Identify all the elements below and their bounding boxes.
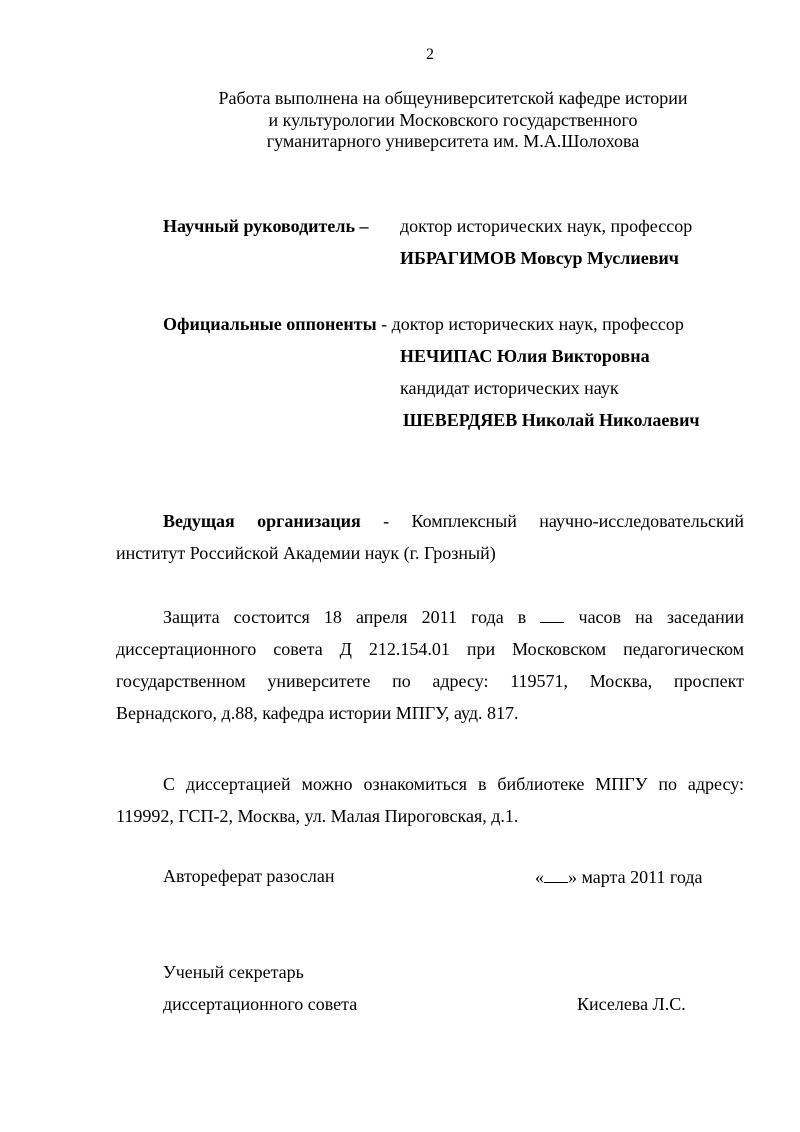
day-blank [544,866,568,883]
defense-paragraph [116,601,744,729]
sent-open-quote: « [535,867,544,887]
opponents-line [163,314,684,335]
sent-label: Автореферат разослан [163,866,335,886]
library-paragraph: С диссертацией можно ознакомиться в библиотеке МПГУ по адресу: 119992, ГСП-2, Москва, ул. Малая Пироговская, д.1. [116,774,744,826]
leading-organization-label: Ведущая организация [163,511,361,531]
secretary-title-line-2: диссертационного совета [163,994,358,1014]
header-line-3: гуманитарного университета им. М.А.Шолохова [266,131,640,151]
header-line-2: и культурологии Московского государственного [268,110,638,130]
opponent-2-degree: кандидат исторических наук [400,378,619,398]
supervisor-degree: доктор исторических наук, профессор [400,216,693,236]
page-number: 2 [426,46,434,63]
sent-date [535,866,703,888]
defense-text-start: Защита состоится 18 апреля 2011 года в [163,607,541,627]
secretary-name: Киселева Л.С. [577,994,686,1014]
opponent-2-name: ШЕВЕРДЯЕВ Николай Николаевич [403,410,700,430]
opponent-1-name: НЕЧИПАС Юлия Викторовна [400,346,650,366]
opponents-label: Официальные оппоненты [163,314,377,334]
leading-organization-paragraph [116,505,744,569]
header-line-1: Работа выполнена на общеуниверситетской кафедре истории [218,88,688,108]
defense-text-end: часов на заседании диссертационного совета Д 212.154.01 при Московском педагогическом государственном университете по адресу: 119571, Москва, проспект Вернадского, д.88, кафедра истории МПГУ, ауд. 817. [116,607,744,723]
hour-blank [540,606,564,623]
leading-organization-text: - Комплексный научно-исследовательский институт Российской Академии наук (г. Грозный) [116,511,744,563]
secretary-title-line-1: Ученый секретарь [163,962,304,982]
supervisor-name: ИБРАГИМОВ Мовсур Муслиевич [400,248,679,268]
sent-date-text: » марта 2011 года [568,867,703,887]
opponents-dash: - [381,314,388,334]
opponent-1-degree: доктор исторических наук, профессор [391,314,684,334]
supervisor-label: Научный руководитель – [163,216,369,236]
